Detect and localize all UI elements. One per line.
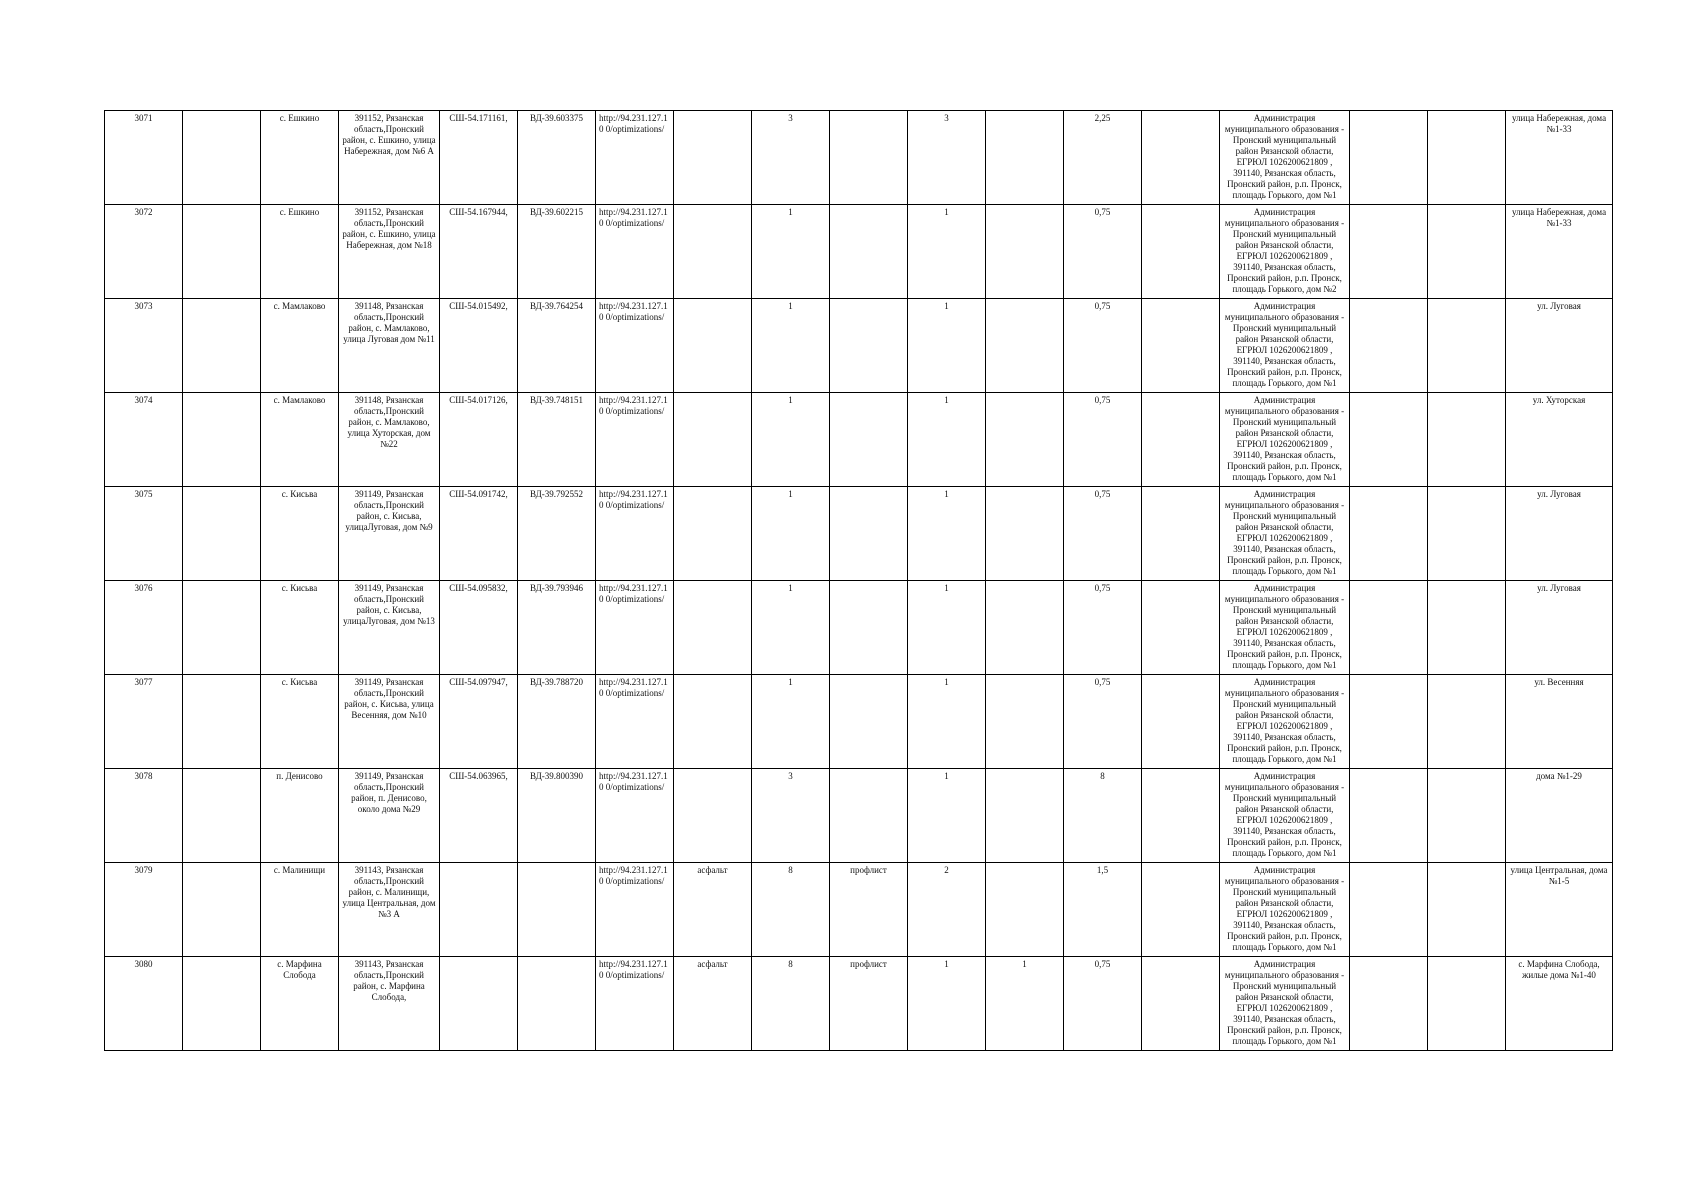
blank-cell — [1142, 205, 1220, 299]
planned-containers-cell — [986, 393, 1064, 487]
address-cell: 391149, Рязанская область,Пронский район, п. Денисово, около дома №29 — [339, 769, 440, 863]
volume-cell: 0,75 — [1064, 299, 1142, 393]
owner-cell: Администрация муниципального образования - Пронский муниципальный район Рязанской области, ЕГРЮЛ 1026200621809 , 391140, Рязанская область, Пронский район, р.п. Пронск, площадь Горького, дом №1 — [1220, 299, 1350, 393]
site-number: 3071 — [105, 111, 183, 205]
containers-count-cell: 1 — [908, 581, 986, 675]
volume-cell: 2,25 — [1064, 111, 1142, 205]
table-row — [105, 205, 1613, 299]
blank-cell — [183, 675, 261, 769]
area-cell: 3 — [752, 769, 830, 863]
blank-cell — [1142, 487, 1220, 581]
surface-cell — [674, 299, 752, 393]
area-cell: 1 — [752, 393, 830, 487]
blank-cell — [1350, 863, 1428, 957]
site-number: 3079 — [105, 863, 183, 957]
table-body — [105, 111, 1613, 1051]
surface-cell — [674, 111, 752, 205]
blank-cell — [1428, 769, 1506, 863]
volume-cell: 0,75 — [1064, 487, 1142, 581]
waste-sources-cell: с. Марфина Слобода, жилые дома №1-40 — [1506, 957, 1613, 1051]
planned-containers-cell — [986, 769, 1064, 863]
area-cell: 3 — [752, 111, 830, 205]
area-cell: 1 — [752, 205, 830, 299]
map-link-cell: http://94.231.127.10 0/optimizations/ — [596, 299, 674, 393]
address-cell: 391152, Рязанская область,Пронский район, с. Ешкино, улица Набережная, дом №18 — [339, 205, 440, 299]
surface-cell: асфальт — [674, 957, 752, 1051]
blank-cell — [1428, 205, 1506, 299]
blank-cell — [1350, 957, 1428, 1051]
containers-count-cell: 1 — [908, 393, 986, 487]
blank-cell — [1428, 581, 1506, 675]
surface-cell: асфальт — [674, 863, 752, 957]
settlement-cell: с. Кисьва — [261, 487, 339, 581]
blank-cell — [1350, 675, 1428, 769]
area-cell: 8 — [752, 957, 830, 1051]
latitude-cell: СШ-54.091742, — [440, 487, 518, 581]
settlement-cell: с. Мамлаково — [261, 393, 339, 487]
fence-cell — [830, 393, 908, 487]
map-link-cell: http://94.231.127.10 0/optimizations/ — [596, 581, 674, 675]
blank-cell — [1142, 299, 1220, 393]
volume-cell: 0,75 — [1064, 675, 1142, 769]
volume-cell: 0,75 — [1064, 957, 1142, 1051]
blank-cell — [1142, 581, 1220, 675]
fence-cell — [830, 299, 908, 393]
containers-count-cell: 1 — [908, 205, 986, 299]
blank-cell — [1428, 111, 1506, 205]
address-cell: 391149, Рязанская область,Пронский район, с. Кисьва, улицаЛуговая, дом №9 — [339, 487, 440, 581]
settlement-cell: с. Малинищи — [261, 863, 339, 957]
waste-sources-cell: улица Набережная, дома №1-33 — [1506, 205, 1613, 299]
table-row — [105, 111, 1613, 205]
table-row — [105, 863, 1613, 957]
containers-count-cell: 1 — [908, 675, 986, 769]
fence-cell: профлист — [830, 863, 908, 957]
blank-cell — [1350, 205, 1428, 299]
surface-cell — [674, 769, 752, 863]
map-link-cell: http://94.231.127.10 0/optimizations/ — [596, 769, 674, 863]
fence-cell — [830, 675, 908, 769]
table-row — [105, 957, 1613, 1051]
table-row — [105, 299, 1613, 393]
area-cell: 8 — [752, 863, 830, 957]
volume-cell: 0,75 — [1064, 205, 1142, 299]
waste-sources-cell: дома №1-29 — [1506, 769, 1613, 863]
site-number: 3074 — [105, 393, 183, 487]
owner-cell: Администрация муниципального образования - Пронский муниципальный район Рязанской области, ЕГРЮЛ 1026200621809 , 391140, Рязанская область, Пронский район, р.п. Пронск, площадь Горького, дом №1 — [1220, 863, 1350, 957]
site-number: 3080 — [105, 957, 183, 1051]
blank-cell — [1350, 581, 1428, 675]
blank-cell — [1428, 675, 1506, 769]
blank-cell — [1142, 111, 1220, 205]
address-cell: 391143, Рязанская область,Пронский район, с. Малинищи, улица Центральная, дом №3 А — [339, 863, 440, 957]
owner-cell: Администрация муниципального образования - Пронский муниципальный район Рязанской области, ЕГРЮЛ 1026200621809 , 391140, Рязанская область, Пронский район, р.п. Пронск, площадь Горького, дом №1 — [1220, 487, 1350, 581]
fence-cell — [830, 581, 908, 675]
address-cell: 391148, Рязанская область,Пронский район, с. Мамлаково, улица Хуторская, дом №22 — [339, 393, 440, 487]
owner-cell: Администрация муниципального образования - Пронский муниципальный район Рязанской области, ЕГРЮЛ 1026200621809 , 391140, Рязанская область, Пронский район, р.п. Пронск, площадь Горького, дом №1 — [1220, 769, 1350, 863]
waste-sources-cell: ул. Хуторская — [1506, 393, 1613, 487]
owner-cell: Администрация муниципального образования - Пронский муниципальный район Рязанской области, ЕГРЮЛ 1026200621809 , 391140, Рязанская область, Пронский район, р.п. Пронск, площадь Горького, дом №1 — [1220, 581, 1350, 675]
fence-cell — [830, 205, 908, 299]
table-row — [105, 675, 1613, 769]
area-cell: 1 — [752, 487, 830, 581]
latitude-cell: СШ-54.017126, — [440, 393, 518, 487]
blank-cell — [183, 111, 261, 205]
address-cell: 391152, Рязанская область,Пронский район, с. Ешкино, улица Набережная, дом №6 А — [339, 111, 440, 205]
latitude-cell: СШ-54.167944, — [440, 205, 518, 299]
containers-count-cell: 1 — [908, 769, 986, 863]
settlement-cell: п. Денисово — [261, 769, 339, 863]
address-cell: 391148, Рязанская область,Пронский район, с. Мамлаково, улица Луговая дом №11 — [339, 299, 440, 393]
blank-cell — [1428, 863, 1506, 957]
volume-cell: 8 — [1064, 769, 1142, 863]
planned-containers-cell — [986, 111, 1064, 205]
blank-cell — [1142, 957, 1220, 1051]
owner-cell: Администрация муниципального образования - Пронский муниципальный район Рязанской области, ЕГРЮЛ 1026200621809 , 391140, Рязанская область, Пронский район, р.п. Пронск, площадь Горького, дом №2 — [1220, 205, 1350, 299]
planned-containers-cell — [986, 863, 1064, 957]
containers-count-cell: 1 — [908, 957, 986, 1051]
volume-cell: 0,75 — [1064, 393, 1142, 487]
address-cell: 391149, Рязанская область,Пронский район, с. Кисьва, улицаЛуговая, дом №13 — [339, 581, 440, 675]
longitude-cell — [518, 863, 596, 957]
blank-cell — [183, 581, 261, 675]
latitude-cell: СШ-54.095832, — [440, 581, 518, 675]
map-link-cell: http://94.231.127.10 0/optimizations/ — [596, 393, 674, 487]
latitude-cell: СШ-54.063965, — [440, 769, 518, 863]
site-number: 3076 — [105, 581, 183, 675]
map-link-cell: http://94.231.127.10 0/optimizations/ — [596, 487, 674, 581]
waste-sources-cell: ул. Луговая — [1506, 581, 1613, 675]
site-number: 3072 — [105, 205, 183, 299]
waste-sources-cell: ул. Луговая — [1506, 487, 1613, 581]
planned-containers-cell: 1 — [986, 957, 1064, 1051]
registry-table — [104, 110, 1613, 1051]
blank-cell — [1142, 675, 1220, 769]
containers-count-cell: 1 — [908, 299, 986, 393]
surface-cell — [674, 675, 752, 769]
planned-containers-cell — [986, 675, 1064, 769]
surface-cell — [674, 581, 752, 675]
blank-cell — [1142, 393, 1220, 487]
waste-sources-cell: улица Набережная, дома №1-33 — [1506, 111, 1613, 205]
blank-cell — [183, 957, 261, 1051]
address-cell: 391149, Рязанская область,Пронский район, с. Кисьва, улица Весенняя, дом №10 — [339, 675, 440, 769]
fence-cell — [830, 111, 908, 205]
surface-cell — [674, 393, 752, 487]
owner-cell: Администрация муниципального образования - Пронский муниципальный район Рязанской области, ЕГРЮЛ 1026200621809 , 391140, Рязанская область, Пронский район, р.п. Пронск, площадь Горького, дом №1 — [1220, 111, 1350, 205]
blank-cell — [1142, 769, 1220, 863]
blank-cell — [1428, 957, 1506, 1051]
containers-count-cell: 1 — [908, 487, 986, 581]
volume-cell: 1,5 — [1064, 863, 1142, 957]
address-cell: 391143, Рязанская область,Пронский район, с. Марфина Слобода, — [339, 957, 440, 1051]
planned-containers-cell — [986, 581, 1064, 675]
settlement-cell: с. Ешкино — [261, 111, 339, 205]
owner-cell: Администрация муниципального образования - Пронский муниципальный район Рязанской области, ЕГРЮЛ 1026200621809 , 391140, Рязанская область, Пронский район, р.п. Пронск, площадь Горького, дом №1 — [1220, 675, 1350, 769]
settlement-cell: с. Кисьва — [261, 581, 339, 675]
longitude-cell: ВД-39.764254 — [518, 299, 596, 393]
waste-sources-cell: ул. Луговая — [1506, 299, 1613, 393]
settlement-cell: с. Кисьва — [261, 675, 339, 769]
map-link-cell: http://94.231.127.10 0/optimizations/ — [596, 863, 674, 957]
latitude-cell: СШ-54.015492, — [440, 299, 518, 393]
table-row — [105, 487, 1613, 581]
owner-cell: Администрация муниципального образования - Пронский муниципальный район Рязанской области, ЕГРЮЛ 1026200621809 , 391140, Рязанская область, Пронский район, р.п. Пронск, площадь Горького, дом №1 — [1220, 393, 1350, 487]
blank-cell — [1428, 299, 1506, 393]
blank-cell — [183, 863, 261, 957]
blank-cell — [1350, 299, 1428, 393]
blank-cell — [183, 487, 261, 581]
longitude-cell: ВД-39.792552 — [518, 487, 596, 581]
waste-sources-cell: улица Центральная, дома №1-5 — [1506, 863, 1613, 957]
longitude-cell: ВД-39.788720 — [518, 675, 596, 769]
blank-cell — [1350, 487, 1428, 581]
containers-count-cell: 3 — [908, 111, 986, 205]
fence-cell — [830, 487, 908, 581]
table-row — [105, 581, 1613, 675]
map-link-cell: http://94.231.127.10 0/optimizations/ — [596, 957, 674, 1051]
map-link-cell: http://94.231.127.10 0/optimizations/ — [596, 205, 674, 299]
longitude-cell: ВД-39.800390 — [518, 769, 596, 863]
site-number: 3078 — [105, 769, 183, 863]
waste-sources-cell: ул. Весенняя — [1506, 675, 1613, 769]
latitude-cell — [440, 863, 518, 957]
longitude-cell: ВД-39.603375 — [518, 111, 596, 205]
site-number: 3077 — [105, 675, 183, 769]
settlement-cell: с. Ешкино — [261, 205, 339, 299]
longitude-cell: ВД-39.748151 — [518, 393, 596, 487]
blank-cell — [1428, 393, 1506, 487]
settlement-cell: с. Мамлаково — [261, 299, 339, 393]
area-cell: 1 — [752, 675, 830, 769]
blank-cell — [183, 393, 261, 487]
map-link-cell: http://94.231.127.10 0/optimizations/ — [596, 111, 674, 205]
site-number: 3075 — [105, 487, 183, 581]
blank-cell — [1428, 487, 1506, 581]
blank-cell — [183, 299, 261, 393]
latitude-cell — [440, 957, 518, 1051]
longitude-cell — [518, 957, 596, 1051]
planned-containers-cell — [986, 205, 1064, 299]
latitude-cell: СШ-54.097947, — [440, 675, 518, 769]
settlement-cell: с. Марфина Слобода — [261, 957, 339, 1051]
containers-count-cell: 2 — [908, 863, 986, 957]
fence-cell — [830, 769, 908, 863]
latitude-cell: СШ-54.171161, — [440, 111, 518, 205]
owner-cell: Администрация муниципального образования - Пронский муниципальный район Рязанской области, ЕГРЮЛ 1026200621809 , 391140, Рязанская область, Пронский район, р.п. Пронск, площадь Горького, дом №1 — [1220, 957, 1350, 1051]
volume-cell: 0,75 — [1064, 581, 1142, 675]
planned-containers-cell — [986, 487, 1064, 581]
blank-cell — [1142, 863, 1220, 957]
longitude-cell: ВД-39.602215 — [518, 205, 596, 299]
table-row — [105, 393, 1613, 487]
blank-cell — [183, 769, 261, 863]
blank-cell — [1350, 111, 1428, 205]
longitude-cell: ВД-39.793946 — [518, 581, 596, 675]
planned-containers-cell — [986, 299, 1064, 393]
site-number: 3073 — [105, 299, 183, 393]
fence-cell: профлист — [830, 957, 908, 1051]
surface-cell — [674, 487, 752, 581]
blank-cell — [1350, 393, 1428, 487]
map-link-cell: http://94.231.127.10 0/optimizations/ — [596, 675, 674, 769]
blank-cell — [1350, 769, 1428, 863]
blank-cell — [183, 205, 261, 299]
surface-cell — [674, 205, 752, 299]
area-cell: 1 — [752, 299, 830, 393]
table-row — [105, 769, 1613, 863]
area-cell: 1 — [752, 581, 830, 675]
